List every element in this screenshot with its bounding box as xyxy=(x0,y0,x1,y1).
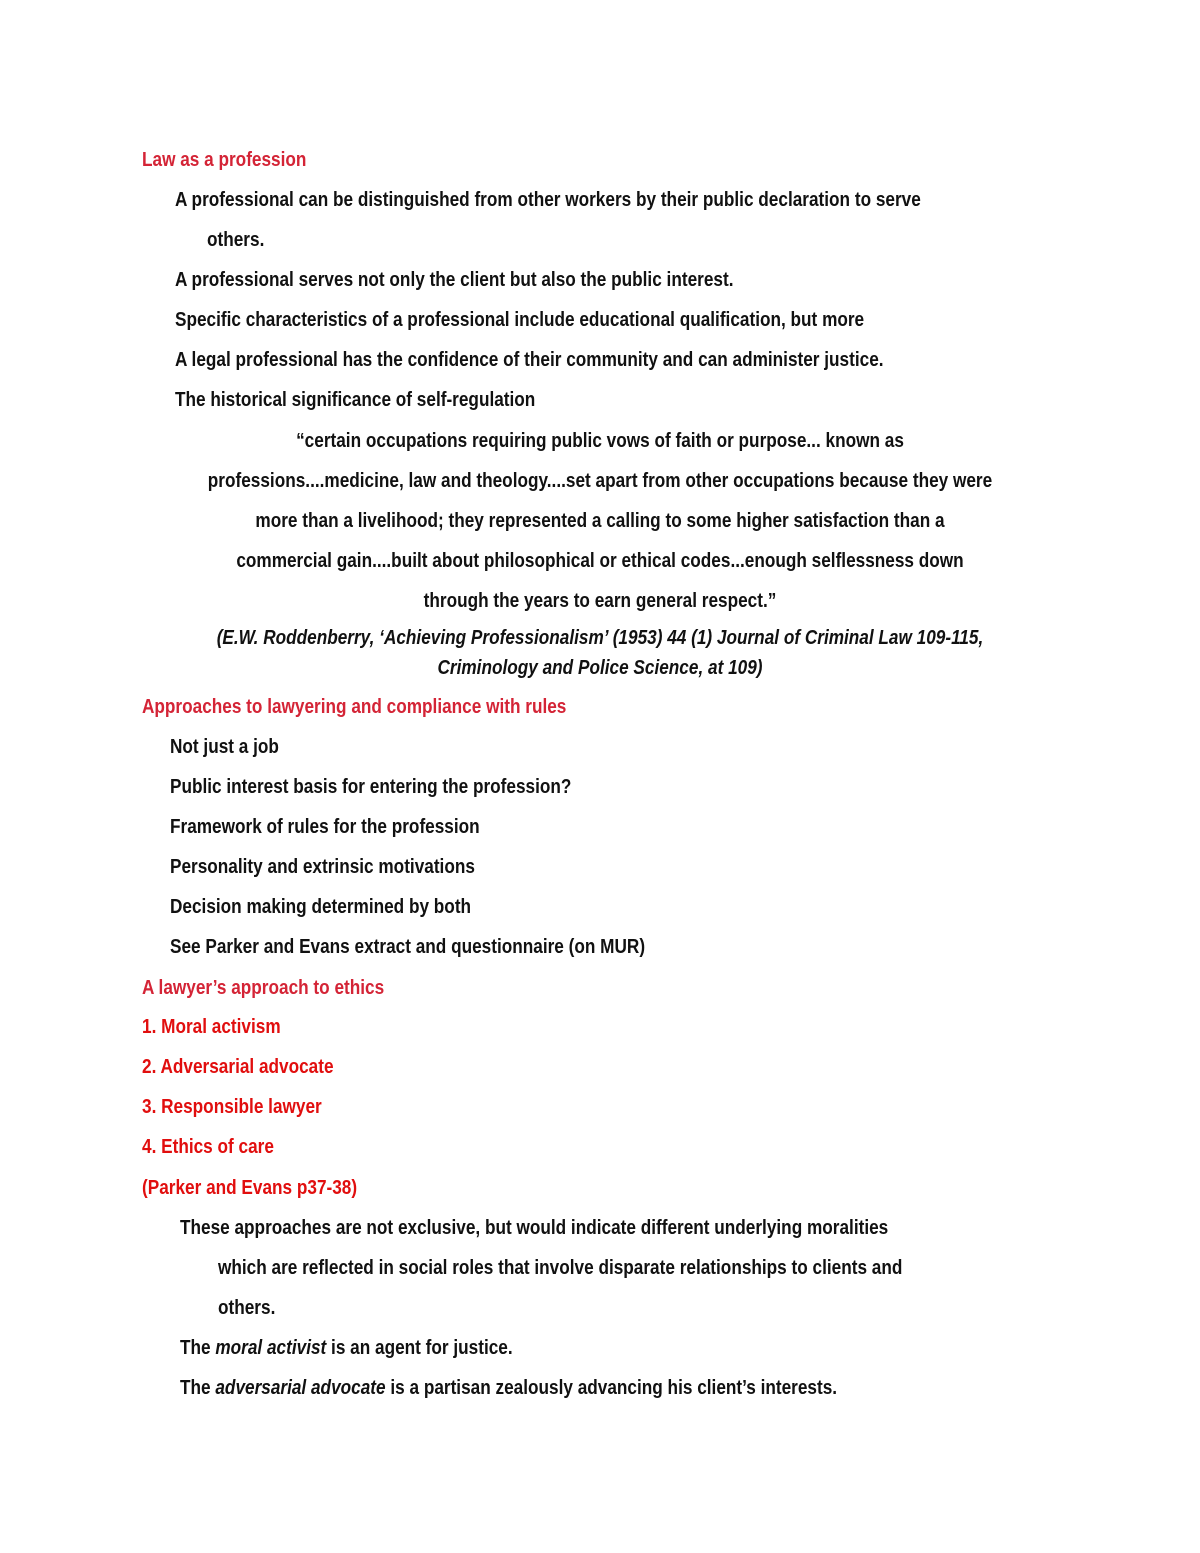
quote-line: commercial gain....built about philosophical or ethical codes...enough selflessness down xyxy=(236,550,964,572)
bullet-characteristics: Specific characteristics of a professional include educational qualification, but more xyxy=(175,309,865,331)
paragraph-line: These approaches are not exclusive, but would indicate different underlying moralities xyxy=(180,1217,889,1239)
bullet-public-declaration: A professional can be distinguished from other workers by their public declaration to serve xyxy=(175,189,921,211)
moral-activist-post: is an agent for justice. xyxy=(326,1337,513,1359)
quote-line: professions....medicine, law and theology....set apart from other occupations because they were xyxy=(207,470,993,492)
numbered-item: 3. Responsible lawyer xyxy=(142,1096,322,1118)
adversarial-advocate-post: is a partisan zealously advancing his client’s interests. xyxy=(385,1377,838,1399)
bullet-confidence: A legal professional has the confidence of their community and can administer justice. xyxy=(175,349,884,371)
list-item: See Parker and Evans extract and questionnaire (on MUR) xyxy=(170,936,646,958)
adversarial-advocate-term: adversarial advocate xyxy=(215,1377,386,1399)
heading-lawyer-approach: A lawyer’s approach to ethics xyxy=(142,977,385,999)
adversarial-advocate-pre: The xyxy=(180,1377,216,1399)
moral-activist-line xyxy=(180,1335,513,1361)
bullet-public-declaration-cont: others. xyxy=(207,229,265,251)
bullet-self-regulation: The historical significance of self-regulation xyxy=(175,389,536,411)
paragraph-line: which are reflected in social roles that involve disparate relationships to clients and xyxy=(218,1257,903,1279)
citation-line: Criminology and Police Science, at 109) xyxy=(437,657,763,679)
quote-line: “certain occupations requiring public vows of faith or purpose... known as xyxy=(296,430,904,452)
reference-parker-evans: (Parker and Evans p37-38) xyxy=(142,1177,358,1199)
bullet-public-interest: A professional serves not only the client but also the public interest. xyxy=(175,269,734,291)
numbered-item: 1. Moral activism xyxy=(142,1016,281,1038)
paragraph-line: others. xyxy=(218,1297,276,1319)
adversarial-advocate-line xyxy=(180,1375,837,1401)
heading-law-as-profession: Law as a profession xyxy=(142,149,307,171)
numbered-item: 2. Adversarial advocate xyxy=(142,1056,334,1078)
list-item: Public interest basis for entering the profession? xyxy=(170,776,572,798)
heading-approaches: Approaches to lawyering and compliance with rules xyxy=(142,696,567,718)
citation-line: (E.W. Roddenberry, ‘Achieving Professionalism’ (1953) 44 (1) Journal of Criminal Law 109-115, xyxy=(216,627,984,649)
numbered-item: 4. Ethics of care xyxy=(142,1136,274,1158)
list-item: Not just a job xyxy=(170,736,279,758)
list-item: Personality and extrinsic motivations xyxy=(170,856,475,878)
moral-activist-pre: The xyxy=(180,1337,216,1359)
list-item: Decision making determined by both xyxy=(170,896,472,918)
quote-line: more than a livelihood; they represented a calling to some higher satisfaction than a xyxy=(255,510,945,532)
quote-line: through the years to earn general respect.” xyxy=(423,590,777,612)
moral-activist-term: moral activist xyxy=(215,1337,327,1359)
list-item: Framework of rules for the profession xyxy=(170,816,480,838)
